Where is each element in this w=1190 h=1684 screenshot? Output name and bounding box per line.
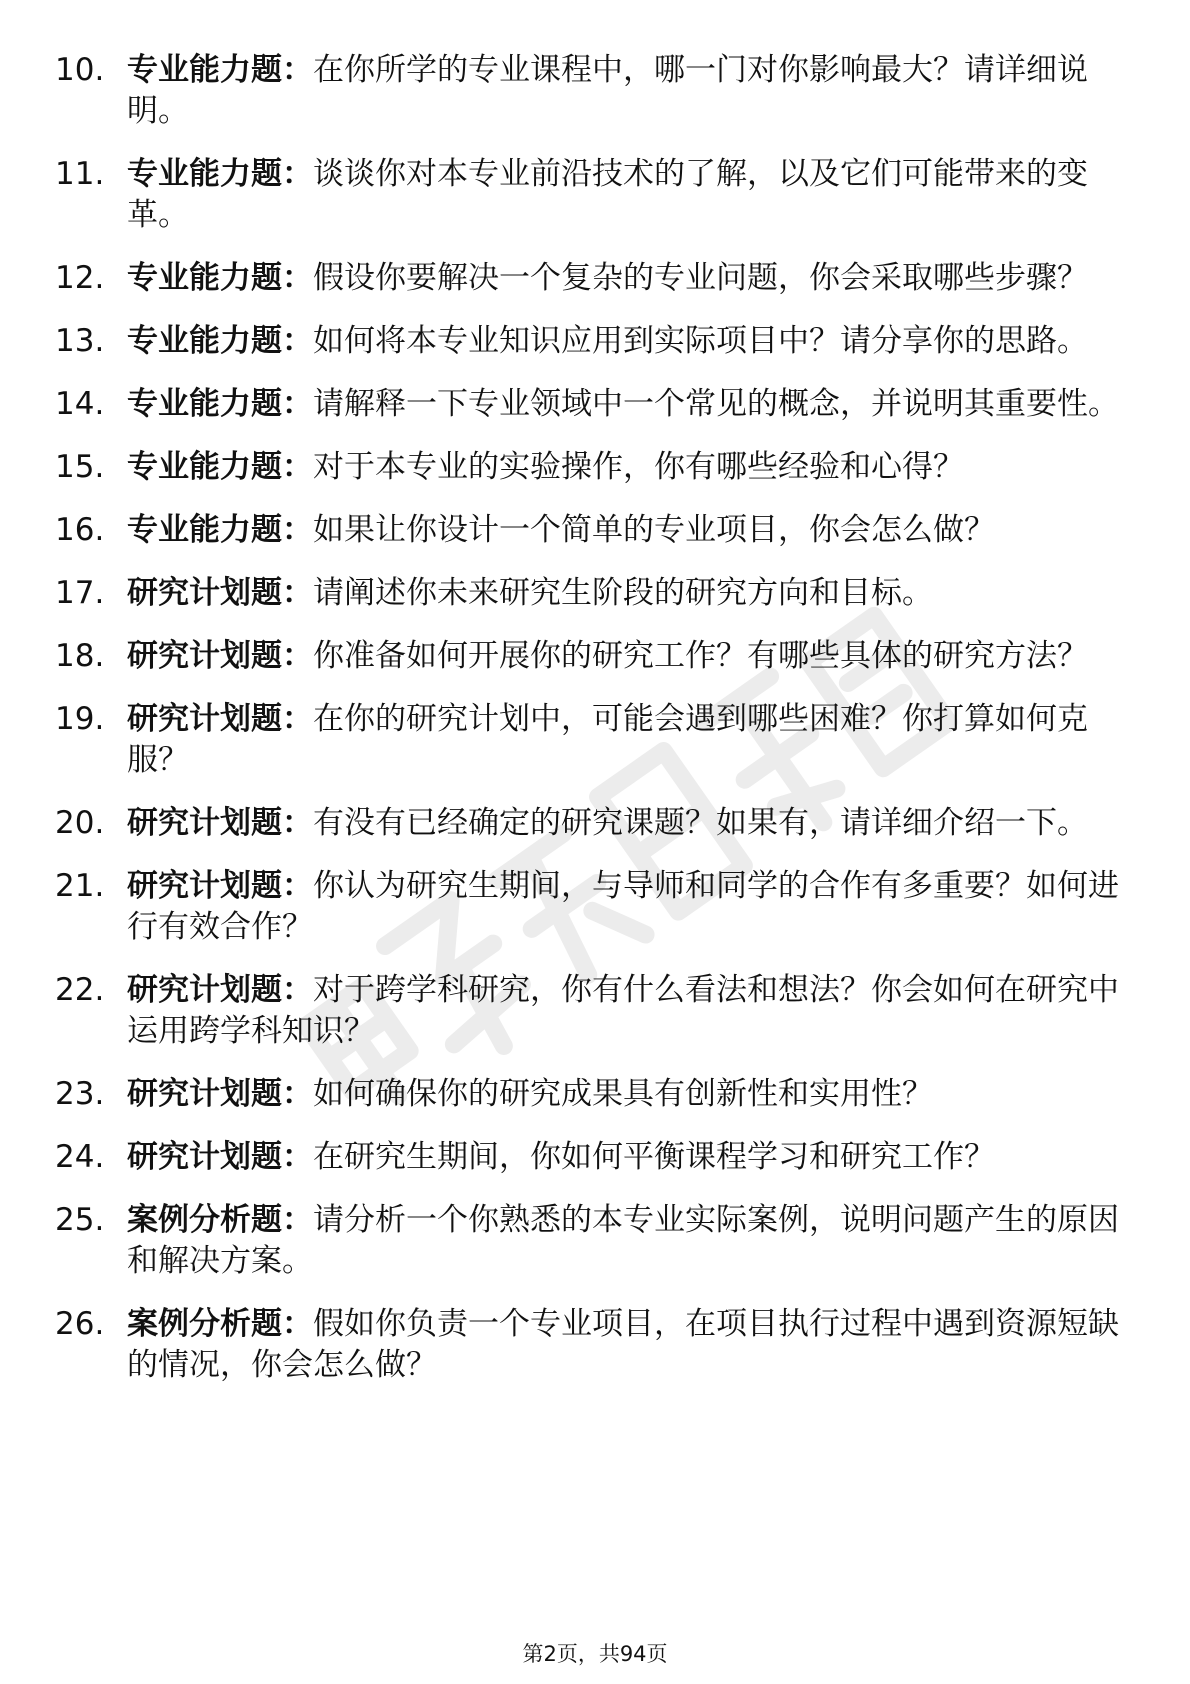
question-category: 研究计划题： — [127, 701, 313, 737]
list-item — [55, 636, 1135, 677]
question-number: 20. — [55, 805, 105, 841]
question-text: 你认为研究生期间，与导师和同学的合作有多重要？如何进行有效合作？ — [127, 868, 1119, 945]
list-item — [55, 866, 1135, 948]
question-category: 专业能力题： — [127, 449, 313, 485]
question-category: 研究计划题： — [127, 805, 313, 841]
list-item — [55, 321, 1135, 362]
question-text: 如何将本专业知识应用到实际项目中？请分享你的思路。 — [313, 323, 1088, 359]
list-item — [55, 1304, 1135, 1386]
question-list — [55, 50, 1135, 1408]
question-text: 请阐述你未来研究生阶段的研究方向和目标。 — [313, 575, 933, 611]
list-item — [55, 1137, 1135, 1178]
question-category: 专业能力题： — [127, 260, 313, 296]
question-text: 对于本专业的实验操作，你有哪些经验和心得？ — [313, 449, 964, 485]
question-number: 10. — [55, 52, 105, 88]
question-text: 请解释一下专业领域中一个常见的概念，并说明其重要性。 — [313, 386, 1119, 422]
question-number: 22. — [55, 972, 105, 1008]
question-category: 专业能力题： — [127, 323, 313, 359]
question-category: 专业能力题： — [127, 386, 313, 422]
question-category: 专业能力题： — [127, 52, 313, 88]
list-item — [55, 970, 1135, 1052]
list-item — [55, 803, 1135, 844]
question-category: 专业能力题： — [127, 512, 313, 548]
list-item — [55, 510, 1135, 551]
question-number: 26. — [55, 1306, 105, 1342]
list-item — [55, 447, 1135, 488]
question-category: 研究计划题： — [127, 575, 313, 611]
question-category: 案例分析题： — [127, 1202, 313, 1238]
question-text: 请分析一个你熟悉的本专业实际案例，说明问题产生的原因和解决方案。 — [127, 1202, 1119, 1279]
list-item — [55, 699, 1135, 781]
question-number: 13. — [55, 323, 105, 359]
question-number: 17. — [55, 575, 105, 611]
question-text: 在研究生期间，你如何平衡课程学习和研究工作？ — [313, 1139, 995, 1175]
question-text: 在你所学的专业课程中，哪一门对你影响最大？请详细说明。 — [127, 52, 1088, 129]
question-text: 你准备如何开展你的研究工作？有哪些具体的研究方法？ — [313, 638, 1088, 674]
list-item — [55, 384, 1135, 425]
question-text: 谈谈你对本专业前沿技术的了解，以及它们可能带来的变革。 — [127, 156, 1088, 233]
list-item — [55, 154, 1135, 236]
question-category: 研究计划题： — [127, 638, 313, 674]
question-text: 有没有已经确定的研究课题？如果有，请详细介绍一下。 — [313, 805, 1088, 841]
question-number: 14. — [55, 386, 105, 422]
question-text: 假设你要解决一个复杂的专业问题，你会采取哪些步骤？ — [313, 260, 1088, 296]
question-number: 24. — [55, 1139, 105, 1175]
question-text: 在你的研究计划中，可能会遇到哪些困难？你打算如何克服？ — [127, 701, 1088, 778]
list-item — [55, 1074, 1135, 1115]
question-category: 研究计划题： — [127, 868, 313, 904]
question-number: 15. — [55, 449, 105, 485]
question-text: 假如你负责一个专业项目，在项目执行过程中遇到资源短缺的情况，你会怎么做？ — [127, 1306, 1119, 1383]
question-number: 25. — [55, 1202, 105, 1238]
list-item — [55, 573, 1135, 614]
question-category: 研究计划题： — [127, 1076, 313, 1112]
question-category: 案例分析题： — [127, 1306, 313, 1342]
question-number: 16. — [55, 512, 105, 548]
question-number: 19. — [55, 701, 105, 737]
question-text: 如果让你设计一个简单的专业项目，你会怎么做？ — [313, 512, 995, 548]
list-item — [55, 50, 1135, 132]
question-number: 12. — [55, 260, 105, 296]
page-number: 第2页，共94页 — [522, 1642, 668, 1666]
question-text: 对于跨学科研究，你有什么看法和想法？你会如何在研究中运用跨学科知识？ — [127, 972, 1119, 1049]
question-number: 11. — [55, 156, 105, 192]
question-category: 研究计划题： — [127, 972, 313, 1008]
question-category: 专业能力题： — [127, 156, 313, 192]
list-item — [55, 258, 1135, 299]
question-number: 21. — [55, 868, 105, 904]
question-text: 如何确保你的研究成果具有创新性和实用性？ — [313, 1076, 933, 1112]
question-category: 研究计划题： — [127, 1139, 313, 1175]
list-item — [55, 1200, 1135, 1282]
question-number: 23. — [55, 1076, 105, 1112]
question-number: 18. — [55, 638, 105, 674]
